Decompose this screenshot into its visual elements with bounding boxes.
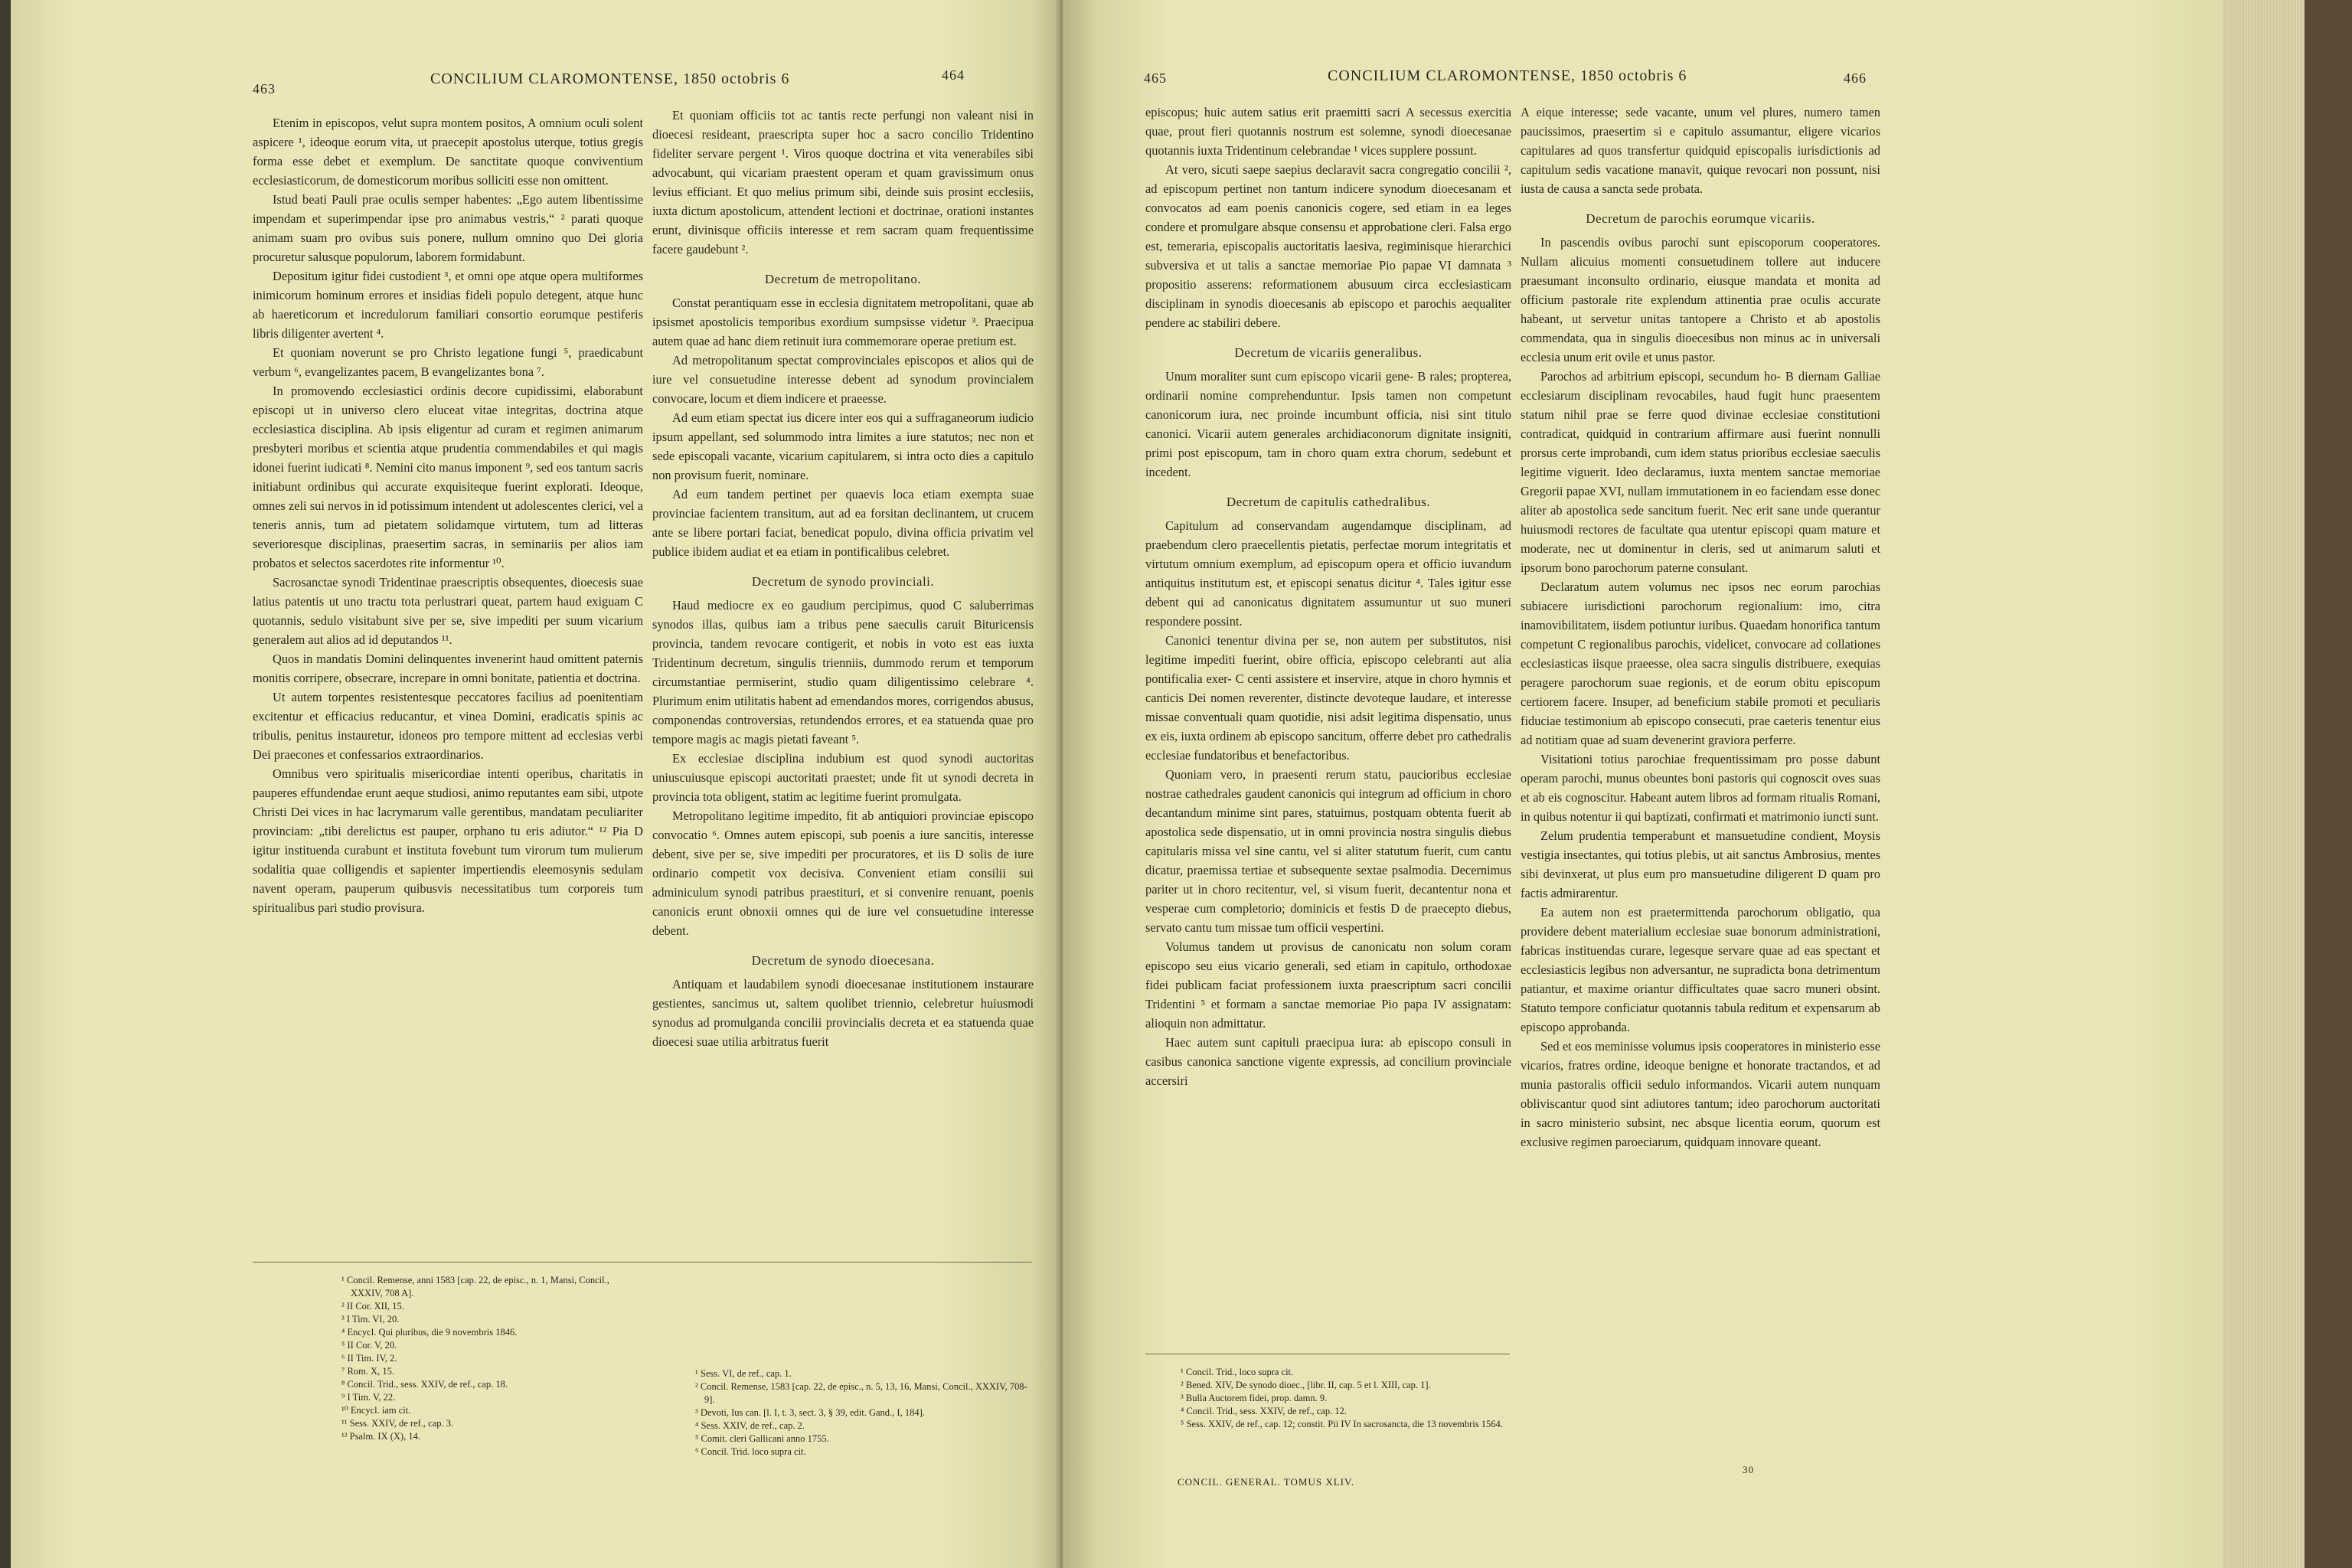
paragraph: Declaratum autem volumus nec ipsos nec eorum parochias subiacere iurisdictioni parochorum regionalium: imo, citra inamovibilitatem, iisdem potiuntur iuribus. Quaedam honorifica tantum competunt C regionalibus parochis, videlicet, convocare ad collationes ecclesiasticas iisque praeesse, olea sacra singulis distribuere, exequias peragere parochorum suae regionis, et de eorum obitu episcopum certiorem facere. Insuper, ad beneficium stabile promoti et peculiaris fiduciae testimonium ab episcopo consecuti, prae caeteris tenentur eius ad notitiam quae ad suam devenerint graviora perferre. <box>1521 580 1880 747</box>
paragraph: Constat perantiquam esse in ecclesia dignitatem metropolitani, quae ab ipsismet apostolicis temporibus exordium sumpsisse videtur ³. Praecipua autem quae ad hanc diem retinuit iura commemorare operae pretium est. <box>652 296 1034 348</box>
left-page <box>11 0 1063 1568</box>
footnote: ¹ Concil. Trid., loco supra cit. <box>1181 1367 1294 1377</box>
paragraph: Antiquam et laudabilem synodi dioecesanae institutionem instaurare gestientes, sancimus ut, saltem quolibet triennio, celebretur huiusmodi synodus ad promulganda concilii provincialis decreta et ea statuenda quae dioecesi suae utilia arbitratus fuerit <box>652 977 1034 1049</box>
footnote: ¹² Psalm. IX (X), 14. <box>341 1431 420 1442</box>
right-page <box>1063 0 2223 1568</box>
paragraph: In promovendo ecclesiastici ordinis decore cupidissimi, elaborabunt episcopi ut in universo clero eluceat vitae integritas, doctrina atque ecclesiastica disciplina. Ab ipsis eligentur ad curam et regimen animarum presbyteri moribus et scientia atque prudentia commendabiles et qui magis idonei fuerint iudicati ⁸. Nemini cito manus imponent ⁹, sed eos tantum sacris initiabunt ordinibus qui accurate exquisiteque fuerint explorati. Ideoque, omnes zeli sui nervos in id potissimum intendent ut adolescentes clerici, vel a teneris annis, tum ad pietatem solidamque virtutem, tum ad litteras severioresque disciplinas, praesertim sacras, in seminariis per alios iam probatos et selectos sacerdotes rite informentur ¹⁰. <box>253 384 643 570</box>
left-column-2 <box>652 106 1034 1051</box>
decree-heading: Decretum de synodo dioecesana. <box>751 953 935 968</box>
left-running-head: CONCILIUM CLAROMONTENSE, 1850 octobris 6 <box>430 70 790 87</box>
book-cover-edge <box>2305 0 2352 1568</box>
left-footnote-rule <box>253 1262 1032 1263</box>
footnote: ⁵ II Cor. V, 20. <box>341 1340 397 1351</box>
paragraph: Etenim in episcopos, velut supra montem positos, A omnium oculi solent aspicere ¹, ideoque eorum vita, ut praecepit apostolus uterque, totius gregis forma esse debet et exemplum. De sanctitate quoque conviventium ecclesiasticorum, de domesticorum moribus solliciti esse non omittent. <box>253 116 643 188</box>
left-footnotes-2 <box>684 1367 1029 1459</box>
decree-heading: Decretum de capitulis cathedralibus. <box>1226 495 1431 509</box>
paragraph: At vero, sicuti saepe saepius declaravit sacra congregatio concilii ², ad episcopum pertinet non tantum indicere synodum dioecesanam et convocatos ad eam poenis canonicis cogere, sed etiam in ea leges condere et promulgare absque consensu et approbatione cleri. Falsa ergo est, temeraria, episcopalis auctoritatis laesiva, regiminisque hierarchici subversiva et ut talis a sanctae memoriae Pio papae VI damnata ³ propositio asserens: reformationem abusuum circa ecclesiasticam disciplinam in synodis dioecesanis ab episcopo et parochis aequaliter pendere ac stabiliri debere. <box>1145 162 1511 330</box>
paragraph: In pascendis ovibus parochi sunt episcoporum cooperatores. Nullam alicuius momenti consuetudinem tollere aut inducere praesumant inconsulto ordinario, eiusque mandata et monita ad officium pastorale rite explendum attinentia prae oculis accurate habeant, ut servetur unitas tantopere a Christo et ab apostolis commendata, qua in singulis dioecesibus non minus ac in universali ecclesia unum erit ovile et unus pastor. <box>1521 235 1880 364</box>
paragraph: Depositum igitur fidei custodient ³, et omni ope atque opera multiformes inimicorum hominum errores et insidias fideli populo detegent, atque hunc ab haereticorum et incredulorum familiari consortio eorumque pestiferis libris diligenter avertent ⁴. <box>253 269 643 341</box>
left-footnotes-1 <box>331 1274 629 1443</box>
footnote: ⁶ Concil. Trid. loco supra cit. <box>695 1446 806 1457</box>
decree-heading: Decretum de synodo provinciali. <box>751 574 935 589</box>
decree-heading: Decretum de parochis eorumque vicariis. <box>1586 211 1815 226</box>
footnote: ¹⁰ Encycl. iam cit. <box>341 1405 411 1416</box>
paragraph: Zelum prudentia temperabunt et mansuetudine condient, Moysis vestigia insectantes, qui totius plebis, ut ait sanctus Ambrosius, mentes sibi devinxerat, ut plus eum pro mansuetudine diligerent D quam pro factis admirarentur. <box>1521 828 1880 900</box>
paragraph: Ea autem non est praetermittenda parochorum obligatio, qua providere debent materialium ecclesiae suae bonorum administrationi, fabricas instituendas curare, legesque servare quae ad eas spectant et ecclesiasticis legibus non adversantur, ne supradicta bona detrimentum patiantur, et maxime oriantur difficultates quae sacro muneri obsint. Statuto tempore conficiatur quotannis tabula reditum et expensarum ab episcopo approbanda. <box>1521 905 1880 1034</box>
left-column-1 <box>253 113 643 917</box>
footnote: ³ I Tim. VI, 20. <box>341 1314 400 1325</box>
decree-heading: Decretum de vicariis generalibus. <box>1234 345 1423 360</box>
paragraph: Istud beati Pauli prae oculis semper habentes: „Ego autem libentissime impendam et superimpendar ipse pro animabus vestris,“ ² parati quoque animam suam pro ovibus suis ponere, nullum omnino quo Dei gloria procuretur salusque populorum, laborem formidabunt. <box>253 192 643 264</box>
paragraph: Sed et eos meminisse volumus ipsis cooperatores in ministerio esse vicarios, fratres ordine, ideoque benigne et honorate tractandos, et ad munia pastoralis officii sedulo informandos. Vicarii autem nunquam obliviscantur quod sint adiutores tantum; ideo parochorum auctoritati in sacro ministerio subsint, nec absque licentia eorum, quorum est exclusive regimen paroeciarum, quidquam innovare queant. <box>1521 1039 1880 1149</box>
footnote: ³ Devoti, Ius can. [l. I, t. 3, sect. 3, § 39, edit. Gand., I, 184]. <box>695 1407 925 1418</box>
paragraph: Ut autem torpentes resistentesque peccatores facilius ad poenitentiam excitentur et efficacius reducantur, et vinea Domini, eradicatis spinis ac tribulis, penitus instauretur, idoneos pro tempore mittent ad ecclesias verbi Dei praecones et confessarios extraordinarios. <box>253 690 643 762</box>
footnote: ³ Bulla Auctorem fidei, prop. damn. 9. <box>1181 1393 1328 1403</box>
right-footnotes-1 <box>1170 1366 1513 1431</box>
paragraph: Quoniam vero, in praesenti rerum statu, paucioribus ecclesiae nostrae cathedrales gaudent canonicis qui integrum ad officium in choro decantandum minime sint pares, statuimus, postquam obtenta fuerit ab apostolica sede dispensatio, ut in omni provincia nostra singulis diebus capitularis missa vel sine cantu, vel si aliter statutum fuerit, cum cantu dicatur, praemissa tertiae et subsequente sextae psalmodia. Decernimus pariter ut in choro recitentur, vel, si visum fuerit, decantentur nona et vesperae cum completorio; dominicis et festis D de praecepto diebus, servato cantu tum missae tum officii vespertini. <box>1145 767 1511 935</box>
paragraph: Canonici tenentur divina per se, non autem per substitutos, nisi legitime impediti fuerint, obire officia, episcopo celebranti aut alia pontificalia exer- C centi assistere et inservire, atque in choro hymnis et canticis Dei nomen reverenter, distincte devoteque laudare, et interesse missae conventuali quam quotidie, nisi adsit legitima dispensatio, unus ex eis, iuxta ordinem ab episcopo sancitum, offerre debet pro cathedralis ecclesiae fundatoribus et benefactoribus. <box>1145 633 1511 763</box>
paragraph: Et quoniam officiis tot ac tantis recte perfungi non valeant nisi in dioecesi resideant, praescripta super hoc a sacro concilio Tridentino fideliter servare pergent ¹. Viros quoque doctrina et vita venerabiles sibi advocabunt, qui vicariam praestent operam et quam gravissimum onus levius efficiant. Et quo melius primum sibi, deinde suis prosint ecclesiis, iuxta dictum apostolicum, attendent lectioni et doctrinae, orationi instantes erunt, divinisque officiis interesse et rem sacram quam frequentissime facere gaudebunt ². <box>652 108 1034 256</box>
paragraph: Haud mediocre ex eo gaudium percipimus, quod C saluberrimas synodos illas, quibus iam a tribus pene saeculis caruit Bituricensis provincia, tandem revocare contigerit, et nobis in voto est eas iuxta Tridentinum decretum, singulis trienniis, dummodo rerum et temporum circumstantiae permiserint, studio quam diligentissimo celebrare ⁴. Plurimum enim utilitatis habent ad emendandos mores, corrigendos abusus, componendas controversias, retundendos errores, et ea statuenda quae pro tempore magis ac magis pietati faveant ⁵. <box>652 598 1034 746</box>
paragraph: Visitationi totius parochiae frequentissimam pro posse dabunt operam parochi, munus obeuntes boni pastoris qui cognoscit oves suas et ab eis cognoscitur. Habeant autem libros ad formam ritualis Romani, in quibus notentur ii qui baptizati, confirmati et matrimonio iuncti sunt. <box>1521 752 1880 824</box>
paragraph: Parochos ad arbitrium episcopi, secundum ho- B diernam Galliae ecclesiarum disciplinam revocabiles, haud fugit hunc praesentem statum nihil prae se ferre quod divinae ecclesiae constitutioni contradicat, quidquid in contrarium affirmare ausi fuerint nonnulli prorsus certe improbandi, cum idem status prioribus ecclesiae saeculis legitime viguerit. Ideo declaramus, iuxta mentem sanctae memoriae Gregorii papae XVI, nullam immutationem in eo faciendam esse donec aliter ab apostolica sede sancitum fuerit. Nec erit sane unde querantur huiusmodi rectores de facultate qua utentur episcopi quam mature et moderate, nec ut dominentur in cleris, sed ut animarum saluti et ipsorum bono parochorum paterne consulant. <box>1521 369 1880 575</box>
paragraph: Sacrosanctae synodi Tridentinae praescriptis obsequentes, dioecesis suae latius patentis ut uno tractu tota perlustrari queat, partem haud exiguam C quotannis, sedulo visitabunt sive per se, sive impediti per suum vicarium generalem aut alios ad id deputandos ¹¹. <box>253 575 643 647</box>
paragraph: Quos in mandatis Domini delinquentes invenerint haud omittent paternis monitis corripere, obsecrare, increpare in omni bonitate, patientia et doctrina. <box>253 652 643 685</box>
paragraph: Ad metropolitanum spectat comprovinciales episcopos et alios qui de iure vel consuetudine interesse debent ad synodum provincialem convocare, locum et diem indicere et praeesse. <box>652 353 1034 406</box>
paragraph: A eique interesse; sede vacante, unum vel plures, numero tamen paucissimos, praesertim si e capitulo assumantur, eligere vicarios capitulares ad quos transfertur quidquid episcopalis iurisdictionis ad capitulum sedis vacatione manavit, quique revocari non possunt, nisi iusta de causa a sancta sede probata. <box>1521 105 1880 196</box>
right-column-1 <box>1145 103 1511 1090</box>
paragraph: Metropolitano legitime impedito, fit ab antiquiori provinciae episcopo convocatio ⁶. Omnes autem episcopi, sub poenis a iure sancitis, interesse debent, sive per se, sive impediti per procuratores, et iis D solis de iure ordinario competit vox decisiva. Convenient etiam consilii sui adminiculum synodi patribus praestituri, et si convenire renuant, poenis canonicis erunt obnoxii omnes qui de iure vel consuetudine interesse debent. <box>652 808 1034 938</box>
footnote: ² II Cor. XII, 15. <box>341 1301 404 1312</box>
scan-border <box>0 0 11 1568</box>
left-column-number-464: 464 <box>942 67 965 83</box>
paragraph: Ad eum etiam spectat ius dicere inter eos qui a suffraganeorum iudicio ipsum appellant, sed solummodo intra limites a iure statutos; nec non et sede episcopali vacante, vicarium capitularem, si intra octo dies a capitulo non provisum fuerit, nominare. <box>652 410 1034 482</box>
paragraph: episcopus; huic autem satius erit praemitti sacri A secessus exercitia quae, prout fieri quotannis nostrum est solemne, synodi dioecesanae quotannis iuxta Tridentinum celebrandae ¹ vices supplere possunt. <box>1145 105 1511 158</box>
footnote: ⁴ Concil. Trid., sess. XXIV, de ref., cap. 12. <box>1181 1406 1347 1416</box>
right-running-head: CONCILIUM CLAROMONTENSE, 1850 octobris 6 <box>1328 67 1687 84</box>
signature-number: 30 <box>1743 1464 1754 1475</box>
footnote: ⁶ II Tim. IV, 2. <box>341 1353 397 1364</box>
left-column-number-463: 463 <box>253 81 276 96</box>
decree-heading: Decretum de metropolitano. <box>764 272 922 286</box>
footnote: ² Bened. XIV, De synodo dioec., [libr. II, cap. 5 et l. XIII, cap. 1]. <box>1181 1380 1431 1390</box>
signature-mark: CONCIL. GENERAL. TOMUS XLIV. <box>1178 1476 1354 1488</box>
footnote: ⁸ Concil. Trid., sess. XXIV, de ref., cap. 18. <box>341 1379 508 1390</box>
footnote: ⁷ Rom. X, 15. <box>341 1366 394 1377</box>
paragraph: Capitulum ad conservandam augendamque disciplinam, ad praebendum clero praecellentis pietatis, perfectae morum integritatis et virtutum omnium exemplum, ad episcopum opera et officio iuvandum antiquitus institutum est, et episcopi senatus dicitur ⁴. Tales igitur esse debent qui ad canonicatus dignitatem assumuntur ut suo muneri respondere possint. <box>1145 518 1511 629</box>
paragraph: Unum moraliter sunt cum episcopo vicarii gene- B rales; propterea, ordinarii nomine comprehenduntur. Ipsis tamen non competunt canonicorum iura, nec proinde incumbunt officia, nisi sint titulo canonici. Vicarii autem generales archidiaconorum dignitate insigniti, primi post episcopum, tam in choro quam extra chorum, sedebunt et incedent. <box>1145 369 1511 479</box>
paragraph: Omnibus vero spiritualis misericordiae intenti operibus, charitatis in pauperes effundendae erunt aeque studiosi, animo reputantes eam sibi, utpote Christi Dei vices in hac lacrymarum valle gerentibus, mandatam peculiariter provinciam: „tibi derelictus est pauper, orphano tu eris adiutor.“ ¹² Pia D igitur instituenda curabunt et instituta fovebunt tum virorum tum mulierum sodalitia quae colligendis et sapienter impertiendis eleemosynis sedulam navent operam, pauperum quibusvis necessitatibus tum corporeis tum spiritualibus pari studio provisura. <box>253 766 643 915</box>
footnote: ⁴ Sess. XXIV, de ref., cap. 2. <box>695 1420 805 1431</box>
footnote: ¹¹ Sess. XXIV, de ref., cap. 3. <box>341 1418 454 1429</box>
footnote: ⁵ Comit. cleri Gallicani anno 1755. <box>695 1433 829 1444</box>
footnote: ¹ Concil. Remense, anni 1583 [cap. 22, de episc., n. 1, Mansi, Concil., XXXIV, 708 A]. <box>341 1275 609 1298</box>
paragraph: Haec autem sunt capituli praecipua iura: ab episcopo consuli in casibus canonica sanctione vigente expressis, ad concilium provinciale accersiri <box>1145 1035 1511 1088</box>
right-column-number-466: 466 <box>1844 70 1867 86</box>
footnote: ⁹ I Tim. V, 22. <box>341 1392 396 1403</box>
footnote: ² Concil. Remense, 1583 [cap. 22, de episc., n. 5, 13, 16, Mansi, Concil., XXXIV, 708-9]. <box>695 1381 1027 1405</box>
footnote: ⁵ Sess. XXIV, de ref., cap. 12; constit. Pii IV In sacrosancta, die 13 novembris 1564. <box>1181 1419 1503 1429</box>
footnote: ⁴ Encycl. Qui pluribus, die 9 novembris 1846. <box>341 1327 518 1338</box>
paragraph: Et quoniam noverunt se pro Christo legatione fungi ⁵, praedicabunt verbum ⁶, evangelizantes pacem, B evangelizantes bona ⁷. <box>253 345 643 379</box>
footnote: ¹ Sess. VI, de ref., cap. 1. <box>695 1368 792 1379</box>
paragraph: Volumus tandem ut provisus de canonicatu non solum coram episcopo seu eius vicario generali, sed etiam in capitulo, orthodoxae fidei publicam faciat professionem iuxta praescriptum sacri concilii Tridentini ⁵ et formam a sanctae memoriae Pio papa IV assignatam: alioquin non admittatur. <box>1145 939 1511 1031</box>
paragraph: Ad eum tandem pertinet per quaevis loca etiam exempta suae provinciae facientem transitum, aut ad ea forsitan declinantem, ut crucem ante se libere portari faciat, benedicat populo, divina officia privatim vel publice ibidem audiat et ea etiam in pontificalibus celebret. <box>652 487 1034 559</box>
right-column-2 <box>1521 103 1880 1152</box>
right-column-number-465: 465 <box>1144 70 1167 86</box>
paragraph: Ex ecclesiae disciplina indubium est quod synodi auctoritas uniuscuiusque episcopi auctoritati praestet; unde fit ut synodi decreta in provincia tota obligent, statim ac legitime fuerint promulgata. <box>652 751 1034 804</box>
